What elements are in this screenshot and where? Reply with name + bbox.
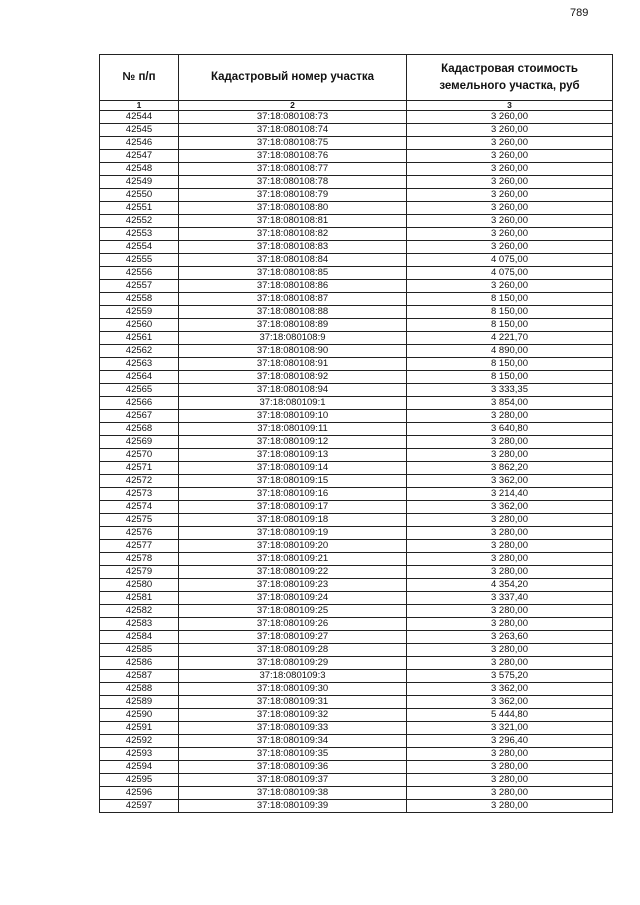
- cadastral-value-cell: 3 260,00: [407, 202, 613, 215]
- cadastral-number-cell: 37:18:080108:80: [179, 202, 407, 215]
- table-row: [100, 202, 613, 215]
- cadastral-number-cell: 37:18:080109:28: [179, 644, 407, 657]
- table-row: [100, 189, 613, 202]
- cadastral-value-cell: 3 280,00: [407, 449, 613, 462]
- cadastral-value-cell: 3 280,00: [407, 527, 613, 540]
- cadastral-number-cell: 37:18:080109:31: [179, 696, 407, 709]
- cadastral-number-cell: 37:18:080109:33: [179, 722, 407, 735]
- cadastral-value-cell: 3 333,35: [407, 384, 613, 397]
- row-index-cell: 42548: [100, 163, 179, 176]
- cadastral-value-cell: 3 296,40: [407, 735, 613, 748]
- column-number: 1: [100, 101, 179, 111]
- cadastral-number-cell: 37:18:080109:35: [179, 748, 407, 761]
- cadastral-value-cell: 3 260,00: [407, 124, 613, 137]
- cadastral-number-cell: 37:18:080108:73: [179, 111, 407, 124]
- cadastral-number-cell: 37:18:080109:30: [179, 683, 407, 696]
- column-number: 3: [407, 101, 613, 111]
- table-row: [100, 176, 613, 189]
- table-row: [100, 553, 613, 566]
- cadastral-value-cell: 3 280,00: [407, 644, 613, 657]
- cadastral-value-cell: 5 444,80: [407, 709, 613, 722]
- cadastral-value-cell: 3 280,00: [407, 761, 613, 774]
- table-row: [100, 254, 613, 267]
- row-index-cell: 42569: [100, 436, 179, 449]
- cadastral-value-cell: 3 280,00: [407, 410, 613, 423]
- cadastral-number-cell: 37:18:080108:88: [179, 306, 407, 319]
- table-row: [100, 449, 613, 462]
- cadastral-number-cell: 37:18:080109:24: [179, 592, 407, 605]
- cadastral-number-cell: 37:18:080108:87: [179, 293, 407, 306]
- cadastral-value-cell: 3 263,60: [407, 631, 613, 644]
- table-row: [100, 475, 613, 488]
- row-index-cell: 42584: [100, 631, 179, 644]
- row-index-cell: 42570: [100, 449, 179, 462]
- row-index-cell: 42574: [100, 501, 179, 514]
- row-index-cell: 42566: [100, 397, 179, 410]
- table-row: [100, 332, 613, 345]
- cadastral-number-cell: 37:18:080108:85: [179, 267, 407, 280]
- table-row: [100, 150, 613, 163]
- header-row: [100, 55, 613, 101]
- table-row: [100, 540, 613, 553]
- cadastral-number-cell: 37:18:080109:1: [179, 397, 407, 410]
- row-index-cell: 42568: [100, 423, 179, 436]
- cadastral-number-cell: 37:18:080109:21: [179, 553, 407, 566]
- table-row: [100, 722, 613, 735]
- row-index-cell: 42576: [100, 527, 179, 540]
- cadastral-number-cell: 37:18:080108:84: [179, 254, 407, 267]
- row-index-cell: 42553: [100, 228, 179, 241]
- cadastral-number-cell: 37:18:080109:22: [179, 566, 407, 579]
- row-index-cell: 42560: [100, 319, 179, 332]
- cadastral-number-cell: 37:18:080108:90: [179, 345, 407, 358]
- row-index-cell: 42596: [100, 787, 179, 800]
- row-index-cell: 42577: [100, 540, 179, 553]
- table-row: [100, 228, 613, 241]
- cadastral-number-cell: 37:18:080109:10: [179, 410, 407, 423]
- cadastral-number-cell: 37:18:080108:75: [179, 137, 407, 150]
- cadastral-value-cell: 3 362,00: [407, 696, 613, 709]
- table-row: [100, 358, 613, 371]
- row-index-cell: 42582: [100, 605, 179, 618]
- cadastral-table: [99, 54, 613, 813]
- row-index-cell: 42578: [100, 553, 179, 566]
- cadastral-value-cell: 8 150,00: [407, 371, 613, 384]
- cadastral-value-cell: 3 337,40: [407, 592, 613, 605]
- cadastral-number-cell: 37:18:080109:16: [179, 488, 407, 501]
- row-index-cell: 42591: [100, 722, 179, 735]
- cadastral-number-cell: 37:18:080108:91: [179, 358, 407, 371]
- table-row: [100, 124, 613, 137]
- cadastral-value-cell: 3 280,00: [407, 566, 613, 579]
- row-index-cell: 42550: [100, 189, 179, 202]
- cadastral-value-cell: 3 280,00: [407, 436, 613, 449]
- cadastral-value-cell: 3 260,00: [407, 189, 613, 202]
- table-row: [100, 514, 613, 527]
- cadastral-number-cell: 37:18:080109:23: [179, 579, 407, 592]
- row-index-cell: 42572: [100, 475, 179, 488]
- table-row: [100, 436, 613, 449]
- row-index-cell: 42557: [100, 280, 179, 293]
- row-index-cell: 42573: [100, 488, 179, 501]
- cadastral-value-cell: 3 260,00: [407, 150, 613, 163]
- table-row: [100, 488, 613, 501]
- row-index-cell: 42563: [100, 358, 179, 371]
- cadastral-number-cell: 37:18:080109:11: [179, 423, 407, 436]
- cadastral-value-cell: 4 221,70: [407, 332, 613, 345]
- cadastral-number-cell: 37:18:080109:38: [179, 787, 407, 800]
- row-index-cell: 42586: [100, 657, 179, 670]
- row-index-cell: 42546: [100, 137, 179, 150]
- table-row: [100, 501, 613, 514]
- row-index-cell: 42561: [100, 332, 179, 345]
- table-row: [100, 644, 613, 657]
- cadastral-value-cell: 3 280,00: [407, 553, 613, 566]
- row-index-cell: 42545: [100, 124, 179, 137]
- row-index-cell: 42567: [100, 410, 179, 423]
- cadastral-number-cell: 37:18:080109:39: [179, 800, 407, 813]
- row-index-cell: 42593: [100, 748, 179, 761]
- cadastral-number-cell: 37:18:080108:9: [179, 332, 407, 345]
- cadastral-value-cell: 3 280,00: [407, 748, 613, 761]
- cadastral-value-cell: 3 575,20: [407, 670, 613, 683]
- header-cadastral-number: Кадастровый номер участка: [179, 55, 407, 101]
- cadastral-value-cell: 3 280,00: [407, 605, 613, 618]
- cadastral-number-cell: 37:18:080109:34: [179, 735, 407, 748]
- cadastral-value-cell: 8 150,00: [407, 293, 613, 306]
- table-row: [100, 696, 613, 709]
- cadastral-value-cell: 3 280,00: [407, 618, 613, 631]
- cadastral-number-cell: 37:18:080108:89: [179, 319, 407, 332]
- cadastral-value-cell: 3 362,00: [407, 475, 613, 488]
- cadastral-value-cell: 4 354,20: [407, 579, 613, 592]
- cadastral-number-cell: 37:18:080108:86: [179, 280, 407, 293]
- table-row: [100, 631, 613, 644]
- table-row: [100, 267, 613, 280]
- table-row: [100, 410, 613, 423]
- row-index-cell: 42587: [100, 670, 179, 683]
- row-index-cell: 42597: [100, 800, 179, 813]
- table-row: [100, 735, 613, 748]
- cadastral-number-cell: 37:18:080109:12: [179, 436, 407, 449]
- cadastral-value-cell: 4 075,00: [407, 254, 613, 267]
- table-row: [100, 761, 613, 774]
- row-index-cell: 42581: [100, 592, 179, 605]
- cadastral-value-cell: 3 260,00: [407, 176, 613, 189]
- row-index-cell: 42552: [100, 215, 179, 228]
- cadastral-value-cell: 3 321,00: [407, 722, 613, 735]
- table-row: [100, 397, 613, 410]
- table-row: [100, 670, 613, 683]
- cadastral-value-cell: 3 280,00: [407, 774, 613, 787]
- row-index-cell: 42554: [100, 241, 179, 254]
- table-row: [100, 527, 613, 540]
- cadastral-number-cell: 37:18:080109:29: [179, 657, 407, 670]
- cadastral-number-cell: 37:18:080108:81: [179, 215, 407, 228]
- cadastral-value-cell: 4 075,00: [407, 267, 613, 280]
- table-row: [100, 293, 613, 306]
- table-body: [100, 111, 613, 813]
- cadastral-value-cell: 8 150,00: [407, 319, 613, 332]
- cadastral-number-cell: 37:18:080108:82: [179, 228, 407, 241]
- cadastral-number-cell: 37:18:080109:26: [179, 618, 407, 631]
- cadastral-number-cell: 37:18:080109:3: [179, 670, 407, 683]
- cadastral-value-cell: 3 280,00: [407, 787, 613, 800]
- cadastral-number-cell: 37:18:080108:76: [179, 150, 407, 163]
- table-row: [100, 774, 613, 787]
- cadastral-number-cell: 37:18:080109:14: [179, 462, 407, 475]
- cadastral-value-cell: 3 260,00: [407, 111, 613, 124]
- row-index-cell: 42583: [100, 618, 179, 631]
- table-row: [100, 384, 613, 397]
- row-index-cell: 42556: [100, 267, 179, 280]
- cadastral-value-cell: 3 280,00: [407, 657, 613, 670]
- table-row: [100, 111, 613, 124]
- table-row: [100, 462, 613, 475]
- row-index-cell: 42579: [100, 566, 179, 579]
- row-index-cell: 42551: [100, 202, 179, 215]
- cadastral-value-cell: 3 280,00: [407, 540, 613, 553]
- row-index-cell: 42547: [100, 150, 179, 163]
- table-row: [100, 592, 613, 605]
- row-index-cell: 42564: [100, 371, 179, 384]
- table-row: [100, 215, 613, 228]
- row-index-cell: 42549: [100, 176, 179, 189]
- header-cadastral-value: Кадастровая стоимость земельного участка, руб: [407, 55, 613, 101]
- cadastral-value-cell: 3 280,00: [407, 514, 613, 527]
- cadastral-number-cell: 37:18:080109:20: [179, 540, 407, 553]
- cadastral-value-cell: 3 362,00: [407, 501, 613, 514]
- cadastral-value-cell: 3 260,00: [407, 215, 613, 228]
- table-row: [100, 423, 613, 436]
- table-row: [100, 280, 613, 293]
- cadastral-number-cell: 37:18:080109:32: [179, 709, 407, 722]
- row-index-cell: 42571: [100, 462, 179, 475]
- cadastral-value-cell: 3 260,00: [407, 280, 613, 293]
- row-index-cell: 42575: [100, 514, 179, 527]
- row-index-cell: 42595: [100, 774, 179, 787]
- cadastral-number-cell: 37:18:080109:18: [179, 514, 407, 527]
- cadastral-value-cell: 3 260,00: [407, 241, 613, 254]
- cadastral-value-cell: 3 260,00: [407, 163, 613, 176]
- cadastral-number-cell: 37:18:080109:25: [179, 605, 407, 618]
- table-row: [100, 683, 613, 696]
- table-row: [100, 566, 613, 579]
- cadastral-value-cell: 8 150,00: [407, 358, 613, 371]
- table-row: [100, 800, 613, 813]
- row-index-cell: 42594: [100, 761, 179, 774]
- row-index-cell: 42590: [100, 709, 179, 722]
- cadastral-value-cell: 4 890,00: [407, 345, 613, 358]
- table-row: [100, 163, 613, 176]
- table-row: [100, 657, 613, 670]
- table-row: [100, 241, 613, 254]
- row-index-cell: 42592: [100, 735, 179, 748]
- row-index-cell: 42555: [100, 254, 179, 267]
- cadastral-number-cell: 37:18:080109:17: [179, 501, 407, 514]
- row-index-cell: 42558: [100, 293, 179, 306]
- page-number: 789: [570, 7, 589, 19]
- cadastral-value-cell: 3 260,00: [407, 228, 613, 241]
- table-row: [100, 345, 613, 358]
- table-row: [100, 605, 613, 618]
- row-index-cell: 42544: [100, 111, 179, 124]
- row-index-cell: 42559: [100, 306, 179, 319]
- cadastral-number-cell: 37:18:080109:19: [179, 527, 407, 540]
- row-index-cell: 42580: [100, 579, 179, 592]
- cadastral-value-cell: 3 260,00: [407, 137, 613, 150]
- row-index-cell: 42589: [100, 696, 179, 709]
- cadastral-value-cell: 3 362,00: [407, 683, 613, 696]
- table-row: [100, 748, 613, 761]
- table-row: [100, 319, 613, 332]
- cadastral-value-cell: 3 862,20: [407, 462, 613, 475]
- column-number: 2: [179, 101, 407, 111]
- table-row: [100, 579, 613, 592]
- header-index: № п/п: [100, 55, 179, 101]
- cadastral-number-cell: 37:18:080108:79: [179, 189, 407, 202]
- row-index-cell: 42565: [100, 384, 179, 397]
- row-index-cell: 42585: [100, 644, 179, 657]
- cadastral-number-cell: 37:18:080109:13: [179, 449, 407, 462]
- cadastral-number-cell: 37:18:080108:92: [179, 371, 407, 384]
- cadastral-number-cell: 37:18:080109:15: [179, 475, 407, 488]
- table-row: [100, 306, 613, 319]
- row-index-cell: 42588: [100, 683, 179, 696]
- cadastral-number-cell: 37:18:080108:94: [179, 384, 407, 397]
- cadastral-number-cell: 37:18:080108:74: [179, 124, 407, 137]
- row-index-cell: 42562: [100, 345, 179, 358]
- cadastral-number-cell: 37:18:080108:83: [179, 241, 407, 254]
- cadastral-value-cell: 3 854,00: [407, 397, 613, 410]
- cadastral-number-cell: 37:18:080109:37: [179, 774, 407, 787]
- table-row: [100, 618, 613, 631]
- cadastral-value-cell: 3 640,80: [407, 423, 613, 436]
- table-row: [100, 371, 613, 384]
- cadastral-number-cell: 37:18:080108:77: [179, 163, 407, 176]
- cadastral-value-cell: 3 280,00: [407, 800, 613, 813]
- column-number-row: [100, 101, 613, 111]
- cadastral-number-cell: 37:18:080109:27: [179, 631, 407, 644]
- table-row: [100, 709, 613, 722]
- cadastral-number-cell: 37:18:080109:36: [179, 761, 407, 774]
- table-row: [100, 787, 613, 800]
- cadastral-number-cell: 37:18:080108:78: [179, 176, 407, 189]
- cadastral-value-cell: 3 214,40: [407, 488, 613, 501]
- table-row: [100, 137, 613, 150]
- cadastral-value-cell: 8 150,00: [407, 306, 613, 319]
